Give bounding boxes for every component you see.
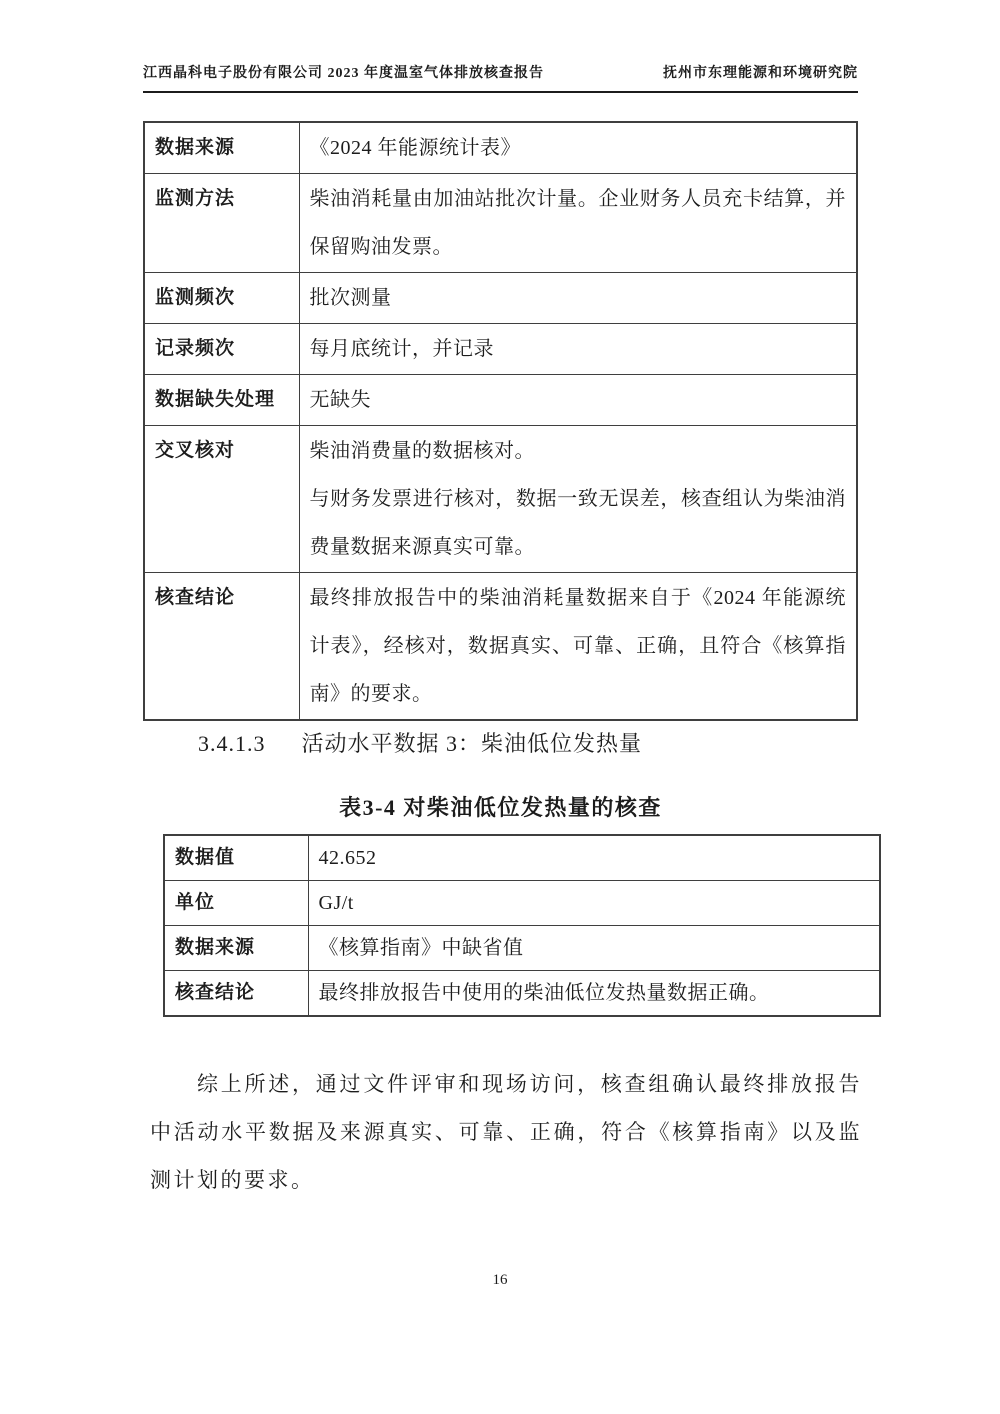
row-label: 数据缺失处理 [144, 375, 299, 426]
closing-paragraph: 综上所述，通过文件评审和现场访问，核查组确认最终排放报告中活动水平数据及来源真实、可靠、正确，符合《核算指南》以及监测计划的要求。 [150, 1072, 862, 1192]
row-label: 数据来源 [144, 122, 299, 174]
table-row [144, 573, 857, 721]
section-title: 活动水平数据 3：柴油低位发热量 [301, 731, 643, 756]
row-label: 监测频次 [144, 273, 299, 324]
diesel-calorific-value-verification-table [163, 834, 881, 1017]
table-row [144, 324, 857, 375]
row-content: 柴油消耗量由加油站批次计量。企业财务人员充卡结算，并保留购油发票。 [299, 174, 857, 273]
row-content: 《核算指南》中缺省值 [308, 926, 880, 971]
row-content: 最终排放报告中的柴油消耗量数据来自于《2024 年能源统计表》，经核对，数据真实、可靠、正确，且符合《核算指南》的要求。 [299, 573, 857, 721]
row-label: 监测方法 [144, 174, 299, 273]
row-label: 记录频次 [144, 324, 299, 375]
row-content: 无缺失 [299, 375, 857, 426]
table-caption: 表3-4 对柴油低位发热量的核查 [339, 795, 662, 820]
row-content: 柴油消费量的数据核对。 与财务发票进行核对，数据一致无误差，核查组认为柴油消费量数据来源真实可靠。 [299, 426, 857, 573]
table-row [144, 273, 857, 324]
row-label: 数据来源 [164, 926, 308, 971]
section-heading [198, 727, 642, 758]
table-row [144, 426, 857, 573]
row-content: 最终排放报告中使用的柴油低位发热量数据正确。 [308, 971, 880, 1017]
table-row [144, 122, 857, 174]
header-left-text: 江西晶科电子股份有限公司 2023 年度温室气体排放核查报告 [143, 66, 544, 81]
table-row [164, 971, 880, 1017]
row-label: 单位 [164, 881, 308, 926]
row-content: 《2024 年能源统计表》 [299, 122, 857, 174]
table-row [144, 174, 857, 273]
table-row [144, 375, 857, 426]
row-label: 核查结论 [164, 971, 308, 1017]
header-right-text: 抚州市东理能源和环境研究院 [663, 66, 858, 81]
diesel-consumption-verification-table [143, 121, 858, 721]
row-label: 数据值 [164, 835, 308, 881]
section-number: 3.4.1.3 [198, 731, 266, 756]
page-header [143, 62, 858, 93]
row-label: 交叉核对 [144, 426, 299, 573]
row-label: 核查结论 [144, 573, 299, 721]
table-row [164, 926, 880, 971]
row-content: 42.652 [308, 835, 880, 881]
page-number: 16 [492, 1272, 508, 1288]
row-content: 批次测量 [299, 273, 857, 324]
table-row [164, 835, 880, 881]
table-row [164, 881, 880, 926]
row-content: 每月底统计，并记录 [299, 324, 857, 375]
row-content: GJ/t [308, 881, 880, 926]
